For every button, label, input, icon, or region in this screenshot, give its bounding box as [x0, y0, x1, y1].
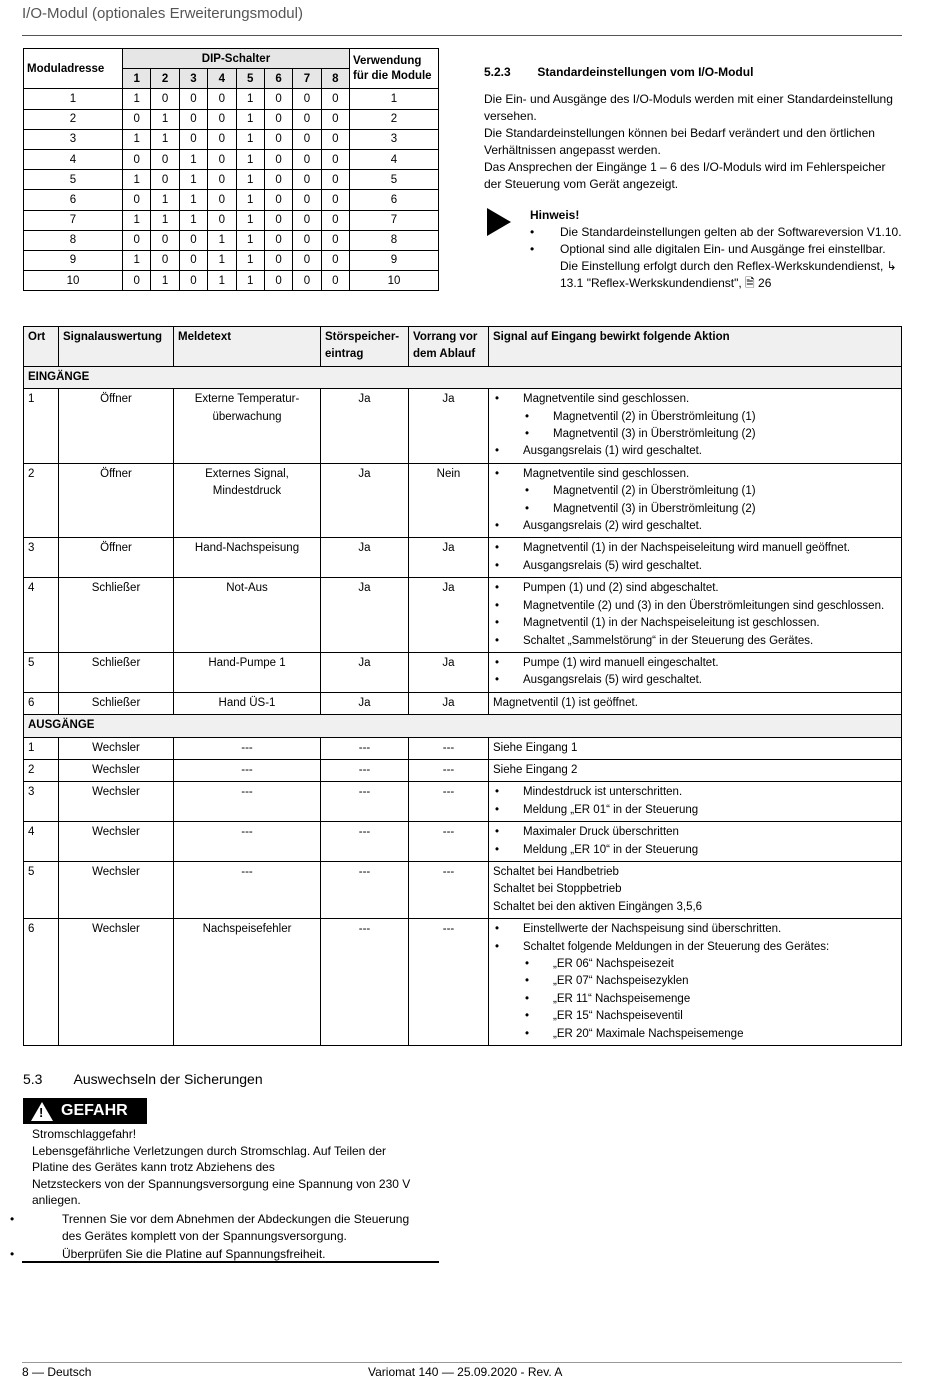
io-row [24, 463, 902, 538]
io-action-item: • Magnetventil (3) in Überströmleitung (2) [493, 426, 897, 443]
io-vorrang: --- [409, 822, 489, 862]
dip-bit: 0 [293, 89, 321, 109]
dip-switch-number: 6 [264, 69, 292, 89]
danger-badge [23, 1098, 147, 1124]
io-action-item: • Ausgangsrelais (2) wird geschaltet. [493, 518, 897, 535]
dip-bit: 0 [123, 109, 151, 129]
dip-bit: 0 [208, 89, 236, 109]
io-ort: 4 [24, 822, 59, 862]
io-signal: Schließer [59, 652, 174, 692]
dip-bit: 0 [179, 89, 207, 109]
dip-bit: 0 [293, 190, 321, 210]
io-ort: 1 [24, 389, 59, 464]
io-header-signal: Signalauswertung [59, 327, 174, 367]
dip-switch-number: 2 [151, 69, 179, 89]
io-action-item: • Einstellwerte der Nachspeisung sind überschritten. [493, 921, 897, 938]
io-stoer: Ja [321, 538, 409, 578]
dip-row [24, 250, 439, 270]
io-actions [489, 692, 902, 714]
io-action-item: • Magnetventil (3) in Überströmleitung (2) [493, 501, 897, 518]
dip-row [24, 190, 439, 210]
io-signal: Schließer [59, 578, 174, 653]
section-523-title: Standardeinstellungen vom I/O-Modul [537, 65, 754, 79]
io-header-stoer: Störspeicher-eintrag [321, 327, 409, 367]
io-row [24, 652, 902, 692]
dip-bit: 1 [236, 129, 264, 149]
hint-arrow-icon [487, 208, 511, 236]
dip-bit: 0 [208, 109, 236, 129]
io-ort: 6 [24, 692, 59, 714]
io-actions [489, 737, 902, 759]
dip-row [24, 230, 439, 250]
dip-address: 7 [24, 210, 123, 230]
io-action-item: • Magnetventil (1) in der Nachspeiseleitung ist geschlossen. [493, 615, 897, 632]
dip-bit: 1 [151, 190, 179, 210]
dip-bit: 0 [321, 210, 349, 230]
io-text: --- [174, 861, 321, 918]
io-ort: 6 [24, 919, 59, 1046]
section-523-heading [484, 65, 753, 79]
dip-bit: 0 [208, 170, 236, 190]
dip-bit: 0 [293, 149, 321, 169]
dip-bit: 0 [264, 89, 292, 109]
io-vorrang: Ja [409, 538, 489, 578]
io-text: --- [174, 737, 321, 759]
dip-bit: 1 [208, 271, 236, 291]
dip-address: 5 [24, 170, 123, 190]
dip-switch-number: 5 [236, 69, 264, 89]
dip-bit: 0 [179, 271, 207, 291]
io-vorrang: Ja [409, 389, 489, 464]
dip-bit: 0 [293, 210, 321, 230]
io-signal: Wechsler [59, 737, 174, 759]
io-stoer: --- [321, 782, 409, 822]
hint-item: • Die Standardeinstellungen gelten ab der Softwareversion V1.10. [530, 225, 902, 239]
io-ort: 5 [24, 652, 59, 692]
io-action-item: • Magnetventil (2) in Überströmleitung (1) [493, 483, 897, 500]
io-actions [489, 861, 902, 918]
io-action-item: • Meldung „ER 01“ in der Steuerung [493, 802, 897, 819]
dip-usage: 10 [350, 271, 439, 291]
dip-bit: 0 [151, 170, 179, 190]
dip-bit: 1 [236, 210, 264, 230]
dip-bit: 1 [236, 109, 264, 129]
dip-bit: 0 [321, 109, 349, 129]
io-row [24, 919, 902, 1046]
section-523-paragraph: Die Standardeinstellungen können bei Bedarf verändert und den örtlichen Verhältnissen angepasst werden. [484, 126, 875, 157]
io-actions [489, 782, 902, 822]
section-523-paragraph: Die Ein- und Ausgänge des I/O-Moduls werden mit einer Standardeinstellung versehen. [484, 92, 893, 123]
dip-address: 3 [24, 129, 123, 149]
io-stoer: --- [321, 919, 409, 1046]
dip-bit: 1 [151, 109, 179, 129]
dip-usage: 2 [350, 109, 439, 129]
dip-bit: 0 [151, 149, 179, 169]
io-action-item: Schaltet bei den aktiven Eingängen 3,5,6 [493, 900, 703, 913]
io-stoer: Ja [321, 652, 409, 692]
io-signal: Öffner [59, 463, 174, 538]
dip-bit: 0 [264, 109, 292, 129]
io-action-item: • Maximaler Druck überschritten [493, 824, 897, 841]
io-vorrang: --- [409, 759, 489, 781]
dip-usage: 4 [350, 149, 439, 169]
io-signal-table [23, 326, 902, 1046]
io-vorrang: --- [409, 782, 489, 822]
dip-switch-table [23, 48, 439, 291]
io-stoer: Ja [321, 389, 409, 464]
dip-bit: 1 [236, 271, 264, 291]
io-actions [489, 759, 902, 781]
io-signal: Schließer [59, 692, 174, 714]
io-signal: Wechsler [59, 861, 174, 918]
hint-box [530, 207, 902, 292]
dip-bit: 0 [264, 271, 292, 291]
io-action-item: • Schaltet folgende Meldungen in der Steuerung des Gerätes: [493, 939, 897, 956]
danger-item: • Trennen Sie vor dem Abnehmen der Abdeckungen die Steuerung des Gerätes komplett von der Spannungsversorgung. [2, 1211, 424, 1244]
io-action-item: Magnetventil (1) ist geöffnet. [493, 696, 638, 709]
io-vorrang: --- [409, 861, 489, 918]
dip-row [24, 89, 439, 109]
danger-line: Stromschlaggefahr! [32, 1127, 137, 1141]
dip-bit: 0 [179, 230, 207, 250]
dip-row [24, 210, 439, 230]
dip-bit: 1 [236, 89, 264, 109]
dip-bit: 0 [293, 271, 321, 291]
dip-bit: 0 [321, 190, 349, 210]
dip-switch-number: 4 [208, 69, 236, 89]
io-stoer: Ja [321, 578, 409, 653]
io-stoer: --- [321, 737, 409, 759]
io-action-item: • „ER 06“ Nachspeisezeit [493, 956, 897, 973]
io-action-item: • Pumpen (1) und (2) sind abgeschaltet. [493, 580, 897, 597]
io-text: Hand-Nachspeisung [174, 538, 321, 578]
dip-bit: 1 [151, 129, 179, 149]
dip-bit: 1 [151, 271, 179, 291]
dip-bit: 1 [179, 190, 207, 210]
io-signal: Öffner [59, 538, 174, 578]
dip-bit: 1 [208, 250, 236, 270]
io-text: Hand-Pumpe 1 [174, 652, 321, 692]
io-action-item: • Magnetventile (2) und (3) in den Überströmleitungen sind geschlossen. [493, 598, 897, 615]
dip-usage: 5 [350, 170, 439, 190]
warning-triangle-icon: ! [31, 1102, 53, 1121]
io-actions [489, 578, 902, 653]
danger-item: • Überprüfen Sie die Platine auf Spannungsfreiheit. [2, 1246, 424, 1263]
dip-usage: 3 [350, 129, 439, 149]
io-actions [489, 822, 902, 862]
dip-bit: 0 [123, 230, 151, 250]
danger-line: Lebensgefährliche Verletzungen durch Stromschlag. Auf Teilen der Platine des Gerätes kann trotz Abziehens des [32, 1143, 387, 1175]
io-signal: Wechsler [59, 782, 174, 822]
dip-switch-number: 1 [123, 69, 151, 89]
io-action-item: Schaltet bei Handbetrieb [493, 865, 619, 878]
dip-bit: 0 [179, 109, 207, 129]
dip-bit: 0 [151, 230, 179, 250]
danger-divider [22, 1261, 439, 1263]
io-section-row [24, 366, 902, 388]
io-header-vorrang: Vorrang vor dem Ablauf [409, 327, 489, 367]
io-ort: 2 [24, 463, 59, 538]
danger-label: GEFAHR [61, 1102, 128, 1119]
io-actions [489, 463, 902, 538]
io-row [24, 861, 902, 918]
dip-bit: 1 [123, 129, 151, 149]
io-ort: 2 [24, 759, 59, 781]
dip-bit: 1 [236, 250, 264, 270]
io-action-item: • Schaltet „Sammelstörung“ in der Steuerung des Gerätes. [493, 633, 897, 650]
dip-bit: 1 [179, 149, 207, 169]
io-ort: 5 [24, 861, 59, 918]
io-action-item: • Pumpe (1) wird manuell eingeschaltet. [493, 655, 897, 672]
io-signal: Wechsler [59, 919, 174, 1046]
dip-usage: 9 [350, 250, 439, 270]
io-ort: 1 [24, 737, 59, 759]
io-text: Nachspeisefehler [174, 919, 321, 1046]
io-text: --- [174, 822, 321, 862]
dip-address: 1 [24, 89, 123, 109]
section-53-title: Auswechseln der Sicherungen [73, 1071, 263, 1087]
io-signal: Wechsler [59, 759, 174, 781]
dip-bit: 0 [151, 250, 179, 270]
dip-bit: 1 [179, 210, 207, 230]
io-action-item: • Ausgangsrelais (1) wird geschaltet. [493, 443, 897, 460]
io-header-text: Meldetext [174, 327, 321, 367]
dip-bit: 0 [179, 129, 207, 149]
dip-switch-number: 7 [293, 69, 321, 89]
section-523-number: 5.2.3 [484, 65, 511, 79]
io-actions [489, 389, 902, 464]
io-action-item: • „ER 07“ Nachspeisezyklen [493, 973, 897, 990]
dip-address: 9 [24, 250, 123, 270]
io-vorrang: --- [409, 737, 489, 759]
dip-bit: 0 [264, 250, 292, 270]
dip-bit: 1 [123, 250, 151, 270]
dip-address: 8 [24, 230, 123, 250]
dip-row [24, 149, 439, 169]
io-stoer: --- [321, 861, 409, 918]
dip-bit: 0 [264, 210, 292, 230]
dip-bit: 0 [293, 109, 321, 129]
dip-bit: 0 [321, 250, 349, 270]
dip-bit: 0 [208, 210, 236, 230]
dip-bit: 0 [208, 149, 236, 169]
io-vorrang: Ja [409, 652, 489, 692]
io-action-item: Schaltet bei Stoppbetrieb [493, 883, 622, 896]
dip-col-usage: Verwendung für die Module [350, 49, 439, 89]
dip-bit: 0 [321, 149, 349, 169]
dip-usage: 1 [350, 89, 439, 109]
dip-bit: 0 [321, 170, 349, 190]
dip-switch-number: 3 [179, 69, 207, 89]
dip-bit: 1 [123, 170, 151, 190]
dip-bit: 0 [264, 230, 292, 250]
io-stoer: Ja [321, 692, 409, 714]
io-text: Not-Aus [174, 578, 321, 653]
dip-address: 2 [24, 109, 123, 129]
dip-bit: 0 [208, 129, 236, 149]
section-53-number: 5.3 [23, 1071, 43, 1087]
io-vorrang: --- [409, 919, 489, 1046]
dip-bit: 0 [293, 129, 321, 149]
dip-bit: 0 [264, 149, 292, 169]
io-row [24, 737, 902, 759]
danger-line: Netzsteckers von der Spannungsversorgung eine Spannung von 230 V anliegen. [32, 1176, 411, 1208]
io-row [24, 759, 902, 781]
io-actions [489, 538, 902, 578]
dip-bit: 1 [236, 170, 264, 190]
dip-bit: 0 [264, 170, 292, 190]
io-header-action: Signal auf Eingang bewirkt folgende Aktion [489, 327, 902, 367]
footer-doc: Variomat 140 — 25.09.2020 - Rev. A [368, 1365, 563, 1379]
io-action-item: Siehe Eingang 2 [493, 763, 578, 776]
io-row [24, 538, 902, 578]
dip-bit: 0 [321, 271, 349, 291]
io-section-row [24, 715, 902, 737]
header-divider [22, 35, 902, 36]
io-text: Externes Signal, Mindestdruck [174, 463, 321, 538]
section-523-body [484, 91, 898, 193]
footer-page: 8 — Deutsch [22, 1365, 92, 1379]
io-action-item: • Magnetventile sind geschlossen. [493, 466, 897, 483]
dip-address: 6 [24, 190, 123, 210]
io-actions [489, 652, 902, 692]
io-row [24, 578, 902, 653]
io-signal: Wechsler [59, 822, 174, 862]
io-section-label: EINGÄNGE [24, 366, 902, 388]
io-action-item: • „ER 15“ Nachspeiseventil [493, 1008, 897, 1025]
hint-item: • Optional sind alle digitalen Ein- und Ausgänge frei einstellbar. Die Einstellung erfolgt durch den Reflex-Werkskundendienst, ↳ 13.1 "Reflex-Werkskundendienst", 🗎 26 [530, 242, 897, 290]
io-header-ort: Ort [24, 327, 59, 367]
dip-bit: 1 [151, 210, 179, 230]
io-action-item: • Mindestdruck ist unterschritten. [493, 784, 897, 801]
io-text: --- [174, 782, 321, 822]
dip-bit: 0 [123, 190, 151, 210]
dip-bit: 0 [123, 271, 151, 291]
io-row [24, 389, 902, 464]
footer-divider [22, 1362, 902, 1363]
io-stoer: --- [321, 822, 409, 862]
io-text: --- [174, 759, 321, 781]
io-actions [489, 919, 902, 1046]
io-action-item: • Ausgangsrelais (5) wird geschaltet. [493, 672, 897, 689]
dip-bit: 1 [236, 190, 264, 210]
io-action-item: • Ausgangsrelais (5) wird geschaltet. [493, 558, 897, 575]
dip-row [24, 109, 439, 129]
dip-bit: 0 [321, 89, 349, 109]
dip-col-address: Moduladresse [24, 49, 123, 89]
dip-usage: 7 [350, 210, 439, 230]
dip-usage: 8 [350, 230, 439, 250]
dip-row [24, 271, 439, 291]
io-vorrang: Nein [409, 463, 489, 538]
dip-bit: 1 [179, 170, 207, 190]
dip-bit: 0 [151, 89, 179, 109]
io-action-item: • Meldung „ER 10“ in der Steuerung [493, 842, 897, 859]
io-text: Hand ÜS-1 [174, 692, 321, 714]
hint-title: Hinweis! [530, 208, 580, 222]
dip-bit: 0 [179, 250, 207, 270]
io-ort: 4 [24, 578, 59, 653]
io-ort: 3 [24, 538, 59, 578]
dip-bit: 0 [264, 190, 292, 210]
section-523-paragraph: Das Ansprechen der Eingänge 1 – 6 des I/O-Moduls wird im Fehlerspeicher der Steuerung vom Gerät angezeigt. [484, 160, 886, 191]
io-row [24, 822, 902, 862]
io-row [24, 692, 902, 714]
io-ort: 3 [24, 782, 59, 822]
io-action-item: • Magnetventil (2) in Überströmleitung (1) [493, 409, 897, 426]
io-action-item: • Magnetventil (1) in der Nachspeiseleitung wird manuell geöffnet. [493, 540, 897, 557]
page-header-title: I/O-Modul (optionales Erweiterungsmodul) [22, 5, 303, 22]
dip-address: 4 [24, 149, 123, 169]
io-signal: Öffner [59, 389, 174, 464]
io-action-item: • Magnetventile sind geschlossen. [493, 391, 897, 408]
dip-bit: 0 [321, 230, 349, 250]
io-vorrang: Ja [409, 692, 489, 714]
dip-row [24, 170, 439, 190]
dip-bit: 0 [293, 250, 321, 270]
dip-switch-number: 8 [321, 69, 349, 89]
section-53-heading [23, 1071, 263, 1087]
io-section-label: AUSGÄNGE [24, 715, 902, 737]
dip-usage: 6 [350, 190, 439, 210]
io-stoer: --- [321, 759, 409, 781]
io-text: Externe Temperatur-überwachung [174, 389, 321, 464]
dip-bit: 1 [123, 210, 151, 230]
dip-bit: 1 [236, 230, 264, 250]
dip-bit: 0 [123, 149, 151, 169]
dip-bit: 0 [321, 129, 349, 149]
io-action-item: Siehe Eingang 1 [493, 741, 578, 754]
dip-bit: 0 [293, 230, 321, 250]
dip-bit: 1 [236, 149, 264, 169]
dip-bit: 0 [264, 129, 292, 149]
danger-text [32, 1126, 424, 1263]
dip-row [24, 129, 439, 149]
dip-bit: 1 [208, 230, 236, 250]
io-vorrang: Ja [409, 578, 489, 653]
io-action-item: • „ER 11“ Nachspeisemenge [493, 991, 897, 1008]
io-row [24, 782, 902, 822]
dip-bit: 0 [293, 170, 321, 190]
io-stoer: Ja [321, 463, 409, 538]
io-action-item: • „ER 20“ Maximale Nachspeisemenge [493, 1026, 897, 1043]
dip-bit: 1 [123, 89, 151, 109]
dip-address: 10 [24, 271, 123, 291]
dip-bit: 0 [208, 190, 236, 210]
dip-col-switch: DIP-Schalter [123, 49, 350, 69]
